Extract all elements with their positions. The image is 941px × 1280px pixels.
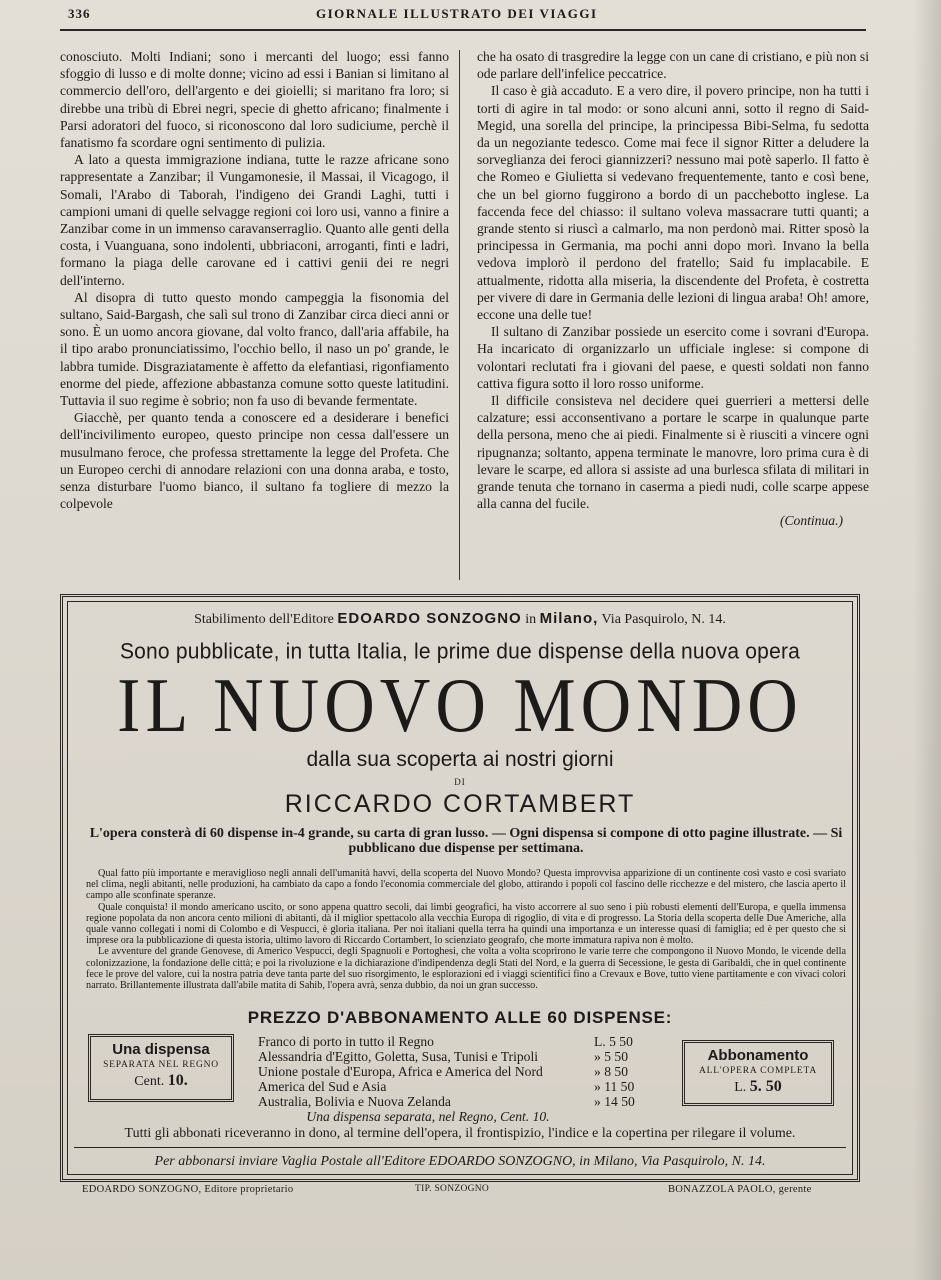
paragraph: Al disopra di tutto questo mondo campeggia la fisonomia del sultano, Said-Bargash, che salì sul trono di Zanzibar circa dieci anni or sono. È un uomo ancora giovane, dal volto franco, dall'aria affabile, ha il tipo arabo pronunciatissimo, l'occhio bello, il naso un po' grande, le labbra tumide. Disgraziatamente è affetto da elefantiasi, rigonfiamento enorme del piede, affezione abbastanza comune sotto queste latitudini. Tuttavia il suo regime è sobrio; non fa uso di bevande fermentate.: [60, 289, 449, 409]
price-list: [258, 1034, 658, 1124]
price-destination: America del Sud e Asia: [258, 1079, 387, 1094]
price-destination: Australia, Bolivia e Nuova Zelanda: [258, 1094, 451, 1109]
footer-manager: BONAZZOLA PAOLO, gerente: [668, 1184, 812, 1195]
paragraph: Il sultano di Zanzibar possiede un esercito come i sovrani d'Europa. Ha incaricato di organizzarlo un ufficiale inglese: si compone di volontari reclutati fra i giovani del paese, e questi soldati non fanno cattiva figura sotto il loro rosso uniforme.: [477, 324, 869, 391]
price-row: [258, 1094, 658, 1109]
advertisement-body: [86, 868, 846, 991]
price-row: [258, 1034, 658, 1049]
paragraph: Il difficile consisteva nel decidere quei guerrieri a mettersi delle calzature; essi acconsentivano a portare le scarpe in qualunque parte della persona, meno che ai piedi. Finalmente si è riusciti a vincere ogni ripugnanza; soltanto, appena terminate le manovre, loro prima cura è di levare le scarpe, ed allora si assiste ad una burlesca sfilata di militari in grande tenuta che tornano in caserma a piedi nudi, colle scarpe appese alla canna del fucile.: [477, 393, 869, 512]
footer-publisher: EDOARDO SONZOGNO, Editore proprietario: [82, 1184, 294, 1195]
left-text-column: [60, 48, 449, 512]
full-subscription-sub: ALL'OPERA COMPLETA: [698, 1066, 817, 1076]
page-edge-shadow: [913, 0, 941, 1280]
price-amount: L. 5 50: [594, 1034, 633, 1049]
full-subscription-price-label: L.: [734, 1080, 747, 1095]
price-amount: » 11 50: [594, 1079, 635, 1094]
publisher-line-pre: Stabilimento dell'Editore: [194, 612, 334, 627]
header-rule: [60, 29, 866, 31]
single-issue-sub: SEPARATA NEL REGNO: [103, 1060, 219, 1070]
ad-paragraph: Quale conquista! il mondo americano uscito, or sono appena quattro secoli, dai limbi geografici, ha visto accorrere al suo seno i più robusti elementi dell'Europa, e quella immensa regione popolata da non ancora cento milioni di abitanti, dà il miglior spettacolo alla vecchia Europa di rigoglio, di vita e di progresso. La Storia della scoperta delle Due Americhe, alla quale vanno collegati i nomi di Colombo e di Vespucci, è gloria italiana. Per noi italiani quella terra ha quindi una importanza e un interesse quasi di famiglia; ed è per questo che si imprese ora la pubblicazione di questa istoria, ultimo lavoro di Riccardo Cortambert, lo scienziato geografo, che morte immatura rapiva non è molto.: [86, 901, 846, 947]
ad-divider: [74, 1147, 846, 1148]
publisher-address: Via Pasquirolo, N. 14.: [601, 612, 726, 627]
work-subtitle: dalla sua scoperta ai nostri giorni: [306, 748, 614, 771]
price-destination: Unione postale d'Europa, Africa e America del Nord: [258, 1064, 543, 1079]
publisher-line: [68, 610, 852, 628]
price-row: [258, 1049, 658, 1064]
single-issue-price-label: Cent.: [134, 1074, 165, 1089]
running-head: [68, 6, 858, 26]
advertisement-box: [60, 594, 860, 1182]
full-subscription-box: [682, 1040, 834, 1106]
announcement: Sono pubblicate, in tutta Italia, le prime due dispense della nuova opera: [119, 639, 801, 664]
full-subscription-price: 5. 50: [749, 1078, 782, 1095]
footer-printer: TIP. SONZOGNO: [415, 1184, 490, 1194]
price-amount: » 5 50: [594, 1049, 628, 1064]
price-row: [258, 1079, 658, 1094]
work-title: IL NUOVO MONDO: [117, 664, 803, 749]
price-destination: Alessandria d'Egitto, Goletta, Susa, Tunisi e Tripoli: [258, 1049, 539, 1064]
single-issue-box: [88, 1034, 234, 1102]
right-text-column: [477, 48, 869, 530]
continua-note: (Continua.): [779, 513, 843, 529]
price-amount: » 8 50: [594, 1064, 628, 1079]
publisher-city: Milano,: [539, 610, 599, 627]
gift-note: Tutti gli abbonati riceveranno in dono, al termine dell'opera, il frontispizio, l'indice e la copertina per rilegare il volume.: [124, 1126, 796, 1141]
single-issue-price-line: [91, 1072, 231, 1090]
column-divider: [459, 50, 460, 580]
paragraph: A lato a questa immigrazione indiana, tutte le razze africane sono rappresentate a Zanzibar; il Vungamonesie, il Massai, il Vicagogo, il Somali, l'Arabo di Taborah, l'indigeno dei Grandi Laghi, tutti i campioni umani di quelle selvagge regioni coi loro usi, vanno a finire a Zanzibar come in un immenso caravanserraglio. Quanto alle genti della costa, i Vuanguana, sono indolenti, ubbriaconi, arroganti, finti e ladri, formano la piaga delle carovane ed i cattivi genii dei re negri dell'interno.: [60, 152, 449, 288]
work-details: L'opera consterà di 60 dispense in-4 grande, su carta di gran lusso. — Ogni dispensa si compone di otto pagine illustrate. — Si pubblicano due dispense per settimana.: [89, 826, 843, 856]
paragraph: Il caso è già accaduto. E a vero dire, il povero principe, non ha tutti i torti di agire in tal modo: or sono alcuni anni, sotto il regno di Said-Megid, una sorella del principe, la principessa Bibi-Selma, fu sedotta da un negoziante tedesco. Come mai fece il signor Ritter a deludere la sorveglianza dei feroci giannizzeri? nessuno mai potè saperlo. Il fatto è che Romeo e Giulietta si vedevano frequentemente, tanto e così bene, che un bel giorno fuggirono a bordo di un pacchebotto inglese. La faccenda fece del chiasso: il sultano voleva massacrare tutti quanti; a grande stento si riuscì a calmarlo, ma non perdonò mai. Ritter sposò la principessa in Germania, ma pochi anni dopo morì. Invano la bella vedova implorò il perdono del fratello; Said fu implacabile. E attualmente, ridotta alla miseria, la discendente del Profeta, è costretta per vivere di dare in Germania delle lezioni di lingua araba! Oh! amore, eccone una delle tue!: [477, 83, 869, 323]
ad-paragraph: Qual fatto più importante e meraviglioso negli annali dell'umanità havvi, della scoperta del Nuovo Mondo? Questa improvvisa apparizione di un continente così vasto e così svariato nel clima, negli abitanti, nelle produzioni, ha cambiato da capo a fondo l'economia commerciale del globo, attirando i popoli col fascino delle ricchezze e del mistero, che lascia aperto il campo alle sconfinate speranze.: [86, 868, 846, 902]
page-number: 336: [68, 6, 91, 21]
publisher-line-in: in: [525, 612, 537, 627]
single-issue-title: Una dispensa: [112, 1041, 210, 1058]
full-subscription-title: Abbonamento: [707, 1047, 809, 1064]
price-heading: PREZZO D'ABBONAMENTO ALLE 60 DISPENSE:: [247, 1008, 673, 1027]
paragraph: conosciuto. Molti Indiani; sono i mercanti del luogo; essi fanno sfoggio di lusso e di molte donne; vicino ad essi i Banian si limitano al commercio dell'oro, dell'argento e dei gioielli; si maritano fra loro; si direbbe una tribù di Ebrei negri, specie di ghetto africano; finalmente i Parsi adoratori del fuoco, si riconoscono dal loro sudiciume, perchè il fanatismo fa scordare ogni sentimento di pulizia.: [60, 49, 449, 151]
paragraph: che ha osato di trasgredire la legge con un cane di cristiano, e più non si ode parlare dell'infelice peccatrice.: [477, 49, 869, 82]
full-subscription-price-line: [685, 1078, 831, 1096]
price-amount: » 14 50: [594, 1094, 635, 1109]
advertisement-inner-frame: [67, 601, 853, 1175]
paragraph: Giacchè, per quanto tenda a conoscere ed a desiderare i benefici dell'incivilimento europeo, questo principe non cessa dall'essere un musulmano feroce, che professa strettamente la legge del Profeta. Che un Europeo cerchi di annodare relazioni con una donna araba, e tosto, senza disturbare l'uomo bianco, il sultano fa togliere di mezzo la colpevole: [60, 410, 449, 512]
ad-paragraph: Le avventure del grande Genovese, di Americo Vespucci, degli Spagnuoli e Portoghesi, che volta a volta scoprirono le varie terre che compongono il Nuovo Mondo, le vicende della colonizzazione, la fondazione delle città; e poi la rivoluzione e la dichiarazione d'indipendenza degli Stati del Nord, e la guerra di Secessione, le gesta di Garibaldi, che in quel continente fece le prove del valore, cui la nostra patria deve tanta parte del suo risorgimento, le esplorazioni ed i viaggi scientifici fino a Crevaux e Bove, tutto viene partitamente e con vivaci colori narrato. Brillantemente illustrata dall'abile matita di Sahib, l'opera avrà, senza dubbio, da noi un gran successo.: [86, 946, 846, 992]
single-issue-price: 10.: [167, 1072, 188, 1089]
price-row: [258, 1064, 658, 1079]
by-label: DI: [454, 777, 466, 787]
price-destination: Franco di porto in tutto il Regno: [258, 1034, 434, 1049]
work-author: RICCARDO CORTAMBERT: [284, 790, 636, 818]
publisher-name: EDOARDO SONZOGNO: [337, 610, 522, 627]
subscribe-note: Per abbonarsi inviare Vaglia Postale all'Editore EDOARDO SONZOGNO, in Milano, Via Pasquirolo, N. 14.: [154, 1154, 766, 1169]
journal-title: GIORNALE ILLUSTRATO DEI VIAGGI: [316, 6, 598, 21]
single-issue-note: Una dispensa separata, nel Regno, Cent. 10.: [306, 1109, 550, 1124]
